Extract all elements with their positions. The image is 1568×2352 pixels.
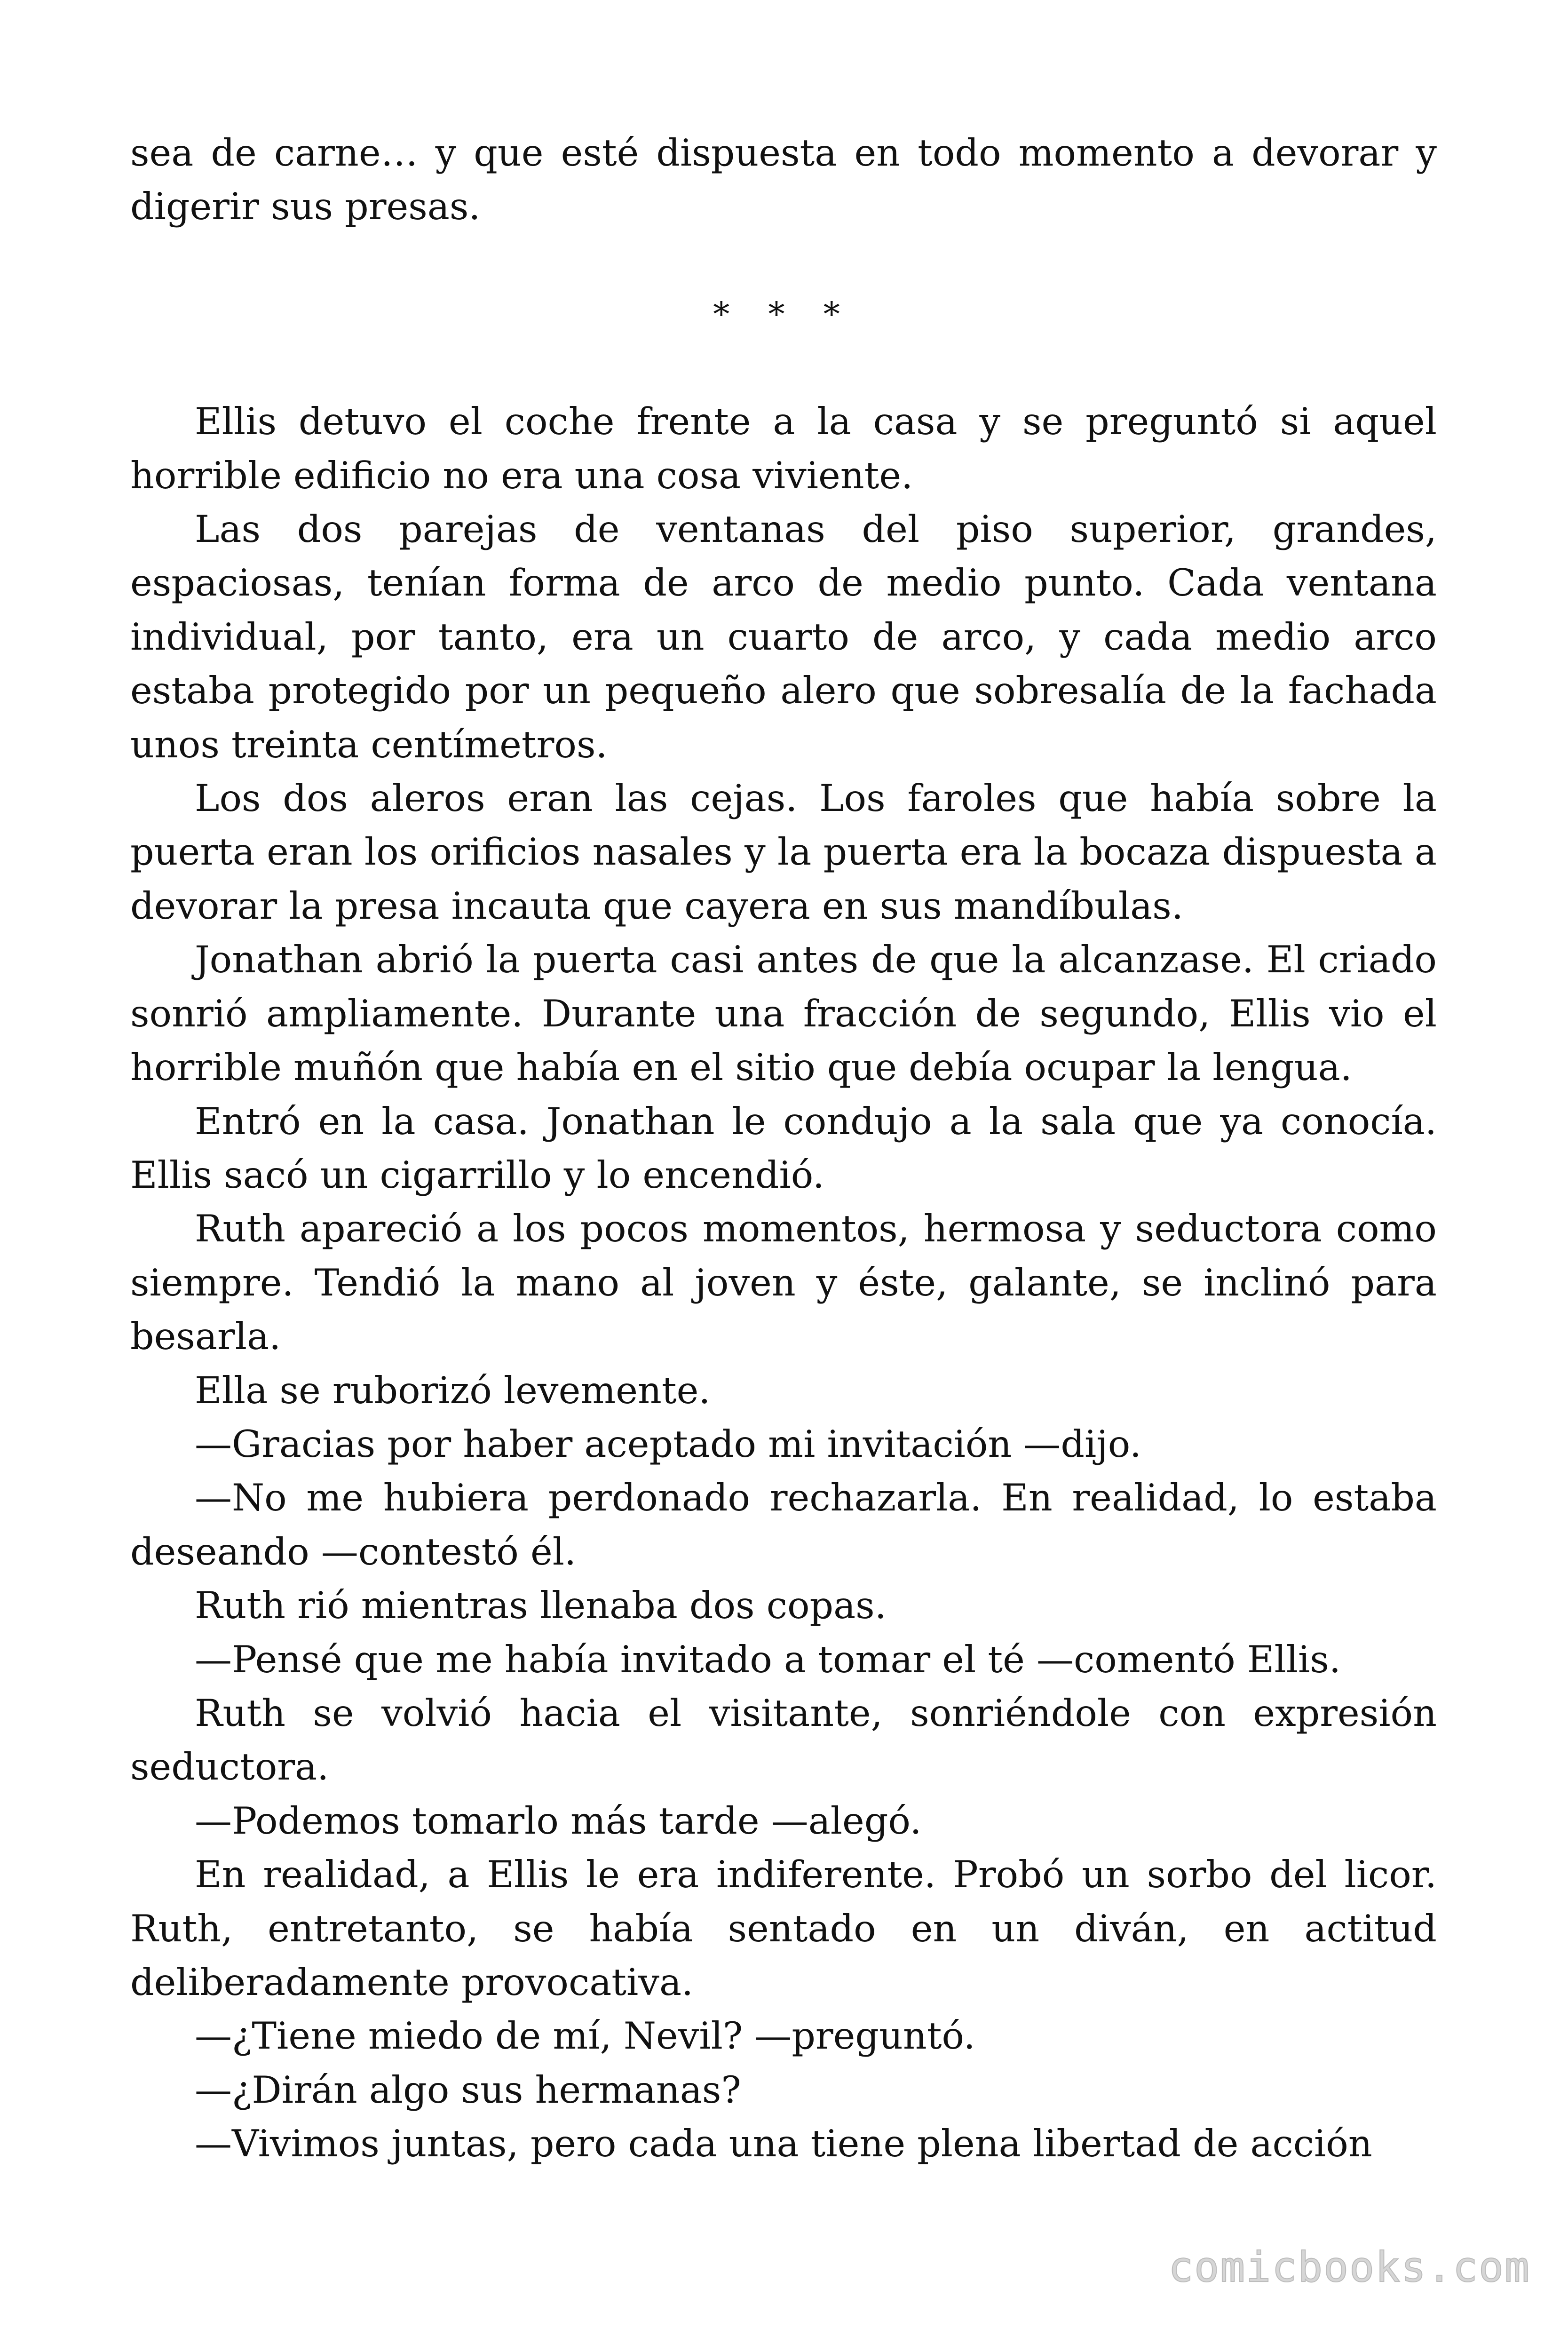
paragraph: Ruth rió mientras llenaba dos copas.	[195, 1584, 887, 1628]
dialogue-line: —No me hubiera perdonado rechazarla. En realidad, lo estaba deseando —contestó él.	[130, 1476, 1437, 1573]
scene-separator: * * *	[713, 294, 854, 334]
paragraph: Ella se ruborizó levemente.	[195, 1368, 711, 1412]
dialogue-line: —Pensé que me había invitado a tomar el té —comentó Ellis.	[195, 1637, 1341, 1681]
dialogue-line: —¿Dirán algo sus hermanas?	[195, 2068, 741, 2112]
paragraph: Jonathan abrió la puerta casi antes de que la alcanzase. El criado sonrió ampliamente. Durante una fracción de segundo, Ellis vio el horrible muñón que había en el sitio que debía ocupar la lengua.	[130, 938, 1437, 1089]
paragraph: Ruth apareció a los pocos momentos, hermosa y seductora como siempre. Tendió la mano al joven y éste, galante, se inclinó para besarla.	[130, 1207, 1437, 1359]
paragraph: Los dos aleros eran las cejas. Los faroles que había sobre la puerta eran los orificios nasales y la puerta era la bocaza dispuesta a devorar la presa incauta que cayera en sus mandíbulas.	[130, 777, 1437, 928]
dialogue-line: —Vivimos juntas, pero cada una tiene plena libertad de acción	[195, 2122, 1372, 2166]
dialogue-line: —¿Tiene miedo de mí, Nevil? —preguntó.	[195, 2014, 975, 2058]
paragraph: Ellis detuvo el coche frente a la casa y se preguntó si aquel horrible edificio no era una cosa viviente.	[130, 400, 1437, 497]
dialogue-line: —Podemos tomarlo más tarde —alegó.	[195, 1799, 922, 1843]
paragraph: Las dos parejas de ventanas del piso superior, grandes, espaciosas, tenían forma de arco de medio punto. Cada ventana individual, por tanto, era un cuarto de arco, y cada medio arco estaba protegido por un pequeño alero que sobresalía de la fachada unos treinta centímetros.	[130, 508, 1437, 766]
paragraph: Ruth se volvió hacia el visitante, sonriéndole con expresión seductora.	[130, 1691, 1437, 1789]
paragraph: Entró en la casa. Jonathan le condujo a la sala que ya conocía. Ellis sacó un cigarrillo y lo encendió.	[130, 1099, 1437, 1197]
opening-paragraph: sea de carne… y que esté dispuesta en todo momento a devorar y digerir sus presas.	[130, 131, 1437, 229]
paragraph: En realidad, a Ellis le era indiferente. Probó un sorbo del licor. Ruth, entretanto, se había sentado en un diván, en actitud deliberadamente provocativa.	[130, 1853, 1437, 2004]
watermark: comicbooks.com	[1168, 2243, 1530, 2291]
dialogue-line: —Gracias por haber aceptado mi invitación —dijo.	[195, 1422, 1142, 1466]
page-text	[130, 126, 1437, 2171]
